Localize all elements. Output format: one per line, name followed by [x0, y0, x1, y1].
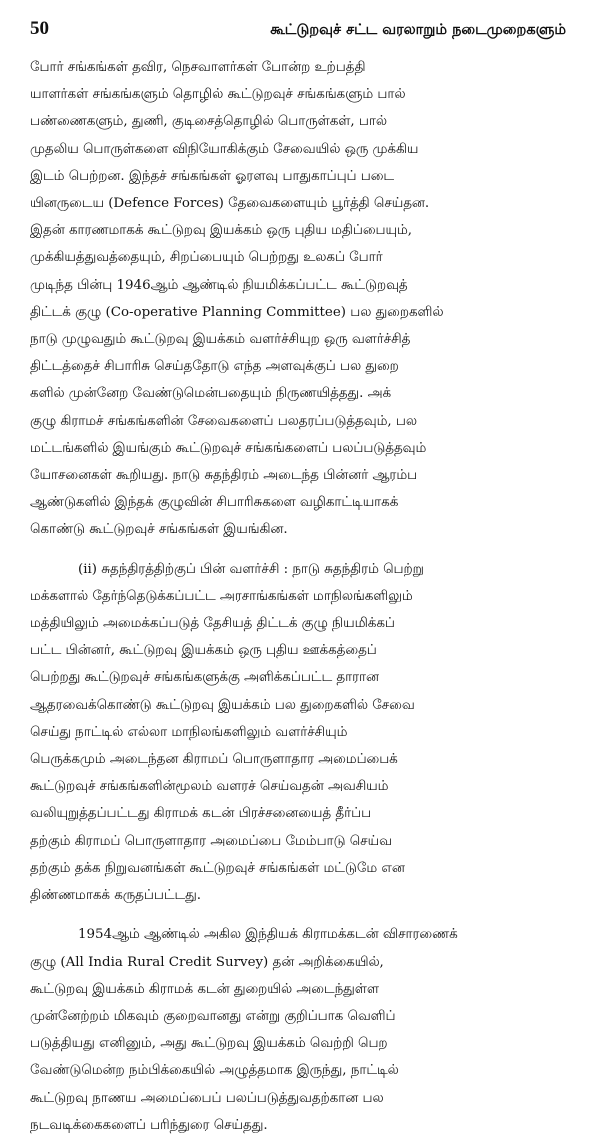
paragraph-gap [30, 544, 566, 556]
text-line: களில் முன்னேற வேண்டுமென்பதையும் நிருணயித்தது. அக் [30, 386, 392, 402]
running-title: கூட்டுறவுச் சட்ட வரலாறும் நடைமுறைகளும் [270, 21, 566, 38]
text-line: ஆதரவைக்கொண்டு கூட்டுறவு இயக்கம் பல துறைகளில் சேவை [30, 697, 415, 713]
text-line: பெருக்கமும் அடைந்தன கிராமப் பொருளாதார அமைப்பைக் [30, 752, 398, 768]
text-line: திட்டக் குழு (Co-operative Planning Committee) பல துறைகளில் [30, 304, 444, 320]
text-line: திட்டத்தைச் சிபாரிசு செய்ததோடு எந்த அளவுக்குப் பல துறை [30, 359, 399, 375]
text-line: நடவடிக்கைகளைப் பரிந்துரை செய்தது. [30, 1117, 268, 1133]
text-line: வலியுறுத்தப்பட்டது கிராமக் கடன் பிரச்சனையைத் தீர்ப்ப [30, 806, 372, 822]
text-line: ஆண்டுகளில் இந்தக் குழுவின் சிபாரிசுகளை வழிகாட்டியாகக் [30, 495, 399, 511]
text-line: மத்தியிலும் அமைக்கப்படுத் தேசியத் திட்டக் குழு நியமிக்கப் [30, 616, 395, 632]
text-line: முடிந்த பின்பு 1946ஆம் ஆண்டில் நியமிக்கப்பட்ட கூட்டுறவுத் [30, 277, 408, 293]
text-line: கூட்டுறவு இயக்கம் கிராமக் கடன் துறையில் அடைந்துள்ள [30, 981, 379, 997]
text-line: போர் சங்கங்கள் தவிர, நெசவாளர்கள் போன்ற உற்பத்தி [30, 60, 366, 75]
text-line: கொண்டு கூட்டுறவுச் சங்கங்கள் இயங்கின. [30, 522, 288, 538]
text-line: 1954ஆம் ஆண்டில் அகில இந்தியக் கிராமக்கடன் விசாரணைக் [78, 927, 458, 943]
text-line: பண்ணைகளும், துணி, குடிசைத்தொழில் பொருள்கள், பால் [30, 114, 387, 130]
page-header [30, 18, 566, 54]
text-line: குழு கிராமச் சங்கங்களின் சேவைகளைப் பலதரப்படுத்தவும், பல [30, 413, 417, 429]
text-line: முன்னேற்றம் மிகவும் குறைவானது என்று குறிப்பாக வெளிப் [30, 1008, 396, 1024]
text-line: (ii) சுதந்திரத்திற்குப் பின் வளர்ச்சி : நாடு சுதந்திரம் பெற்று [78, 561, 424, 577]
text-line: இடம் பெற்றன. இந்தச் சங்கங்கள் ஓரளவு பாதுகாப்புப் படை [30, 168, 395, 184]
text-line: தற்கும் தக்க நிறுவனங்கள் கூட்டுறவுச் சங்கங்கள் மட்டுமே என [30, 860, 405, 876]
text-line: வேண்டுமென்ற நம்பிக்கையில் அழுத்தமாக இருந்து, நாட்டில் [30, 1063, 399, 1079]
text-line: நாடு முழுவதும் கூட்டுறவு இயக்கம் வளர்ச்சியுற ஒரு வளர்ச்சித் [30, 332, 411, 348]
text-line: தற்கும் கிராமப் பொருளாதார அமைப்பை மேம்பாடு செய்வ [30, 833, 392, 849]
text-line: குழு (All India Rural Credit Survey) தன் அறிக்கையில், [30, 954, 384, 970]
text-line: பட்ட பின்னர், கூட்டுறவு இயக்கம் ஒரு புதிய ஊக்கத்தைப் [30, 643, 377, 659]
text-line: முதலிய பொருள்களை விநியோகிக்கும் சேவையில் ஒரு முக்கிய [30, 141, 419, 157]
paragraph-rural-credit-survey [30, 921, 566, 1139]
page-number: 50 [30, 18, 49, 39]
text-line: கூட்டுறவு நாணய அமைப்பைப் பலப்படுத்துவதற்கான பல [30, 1090, 384, 1106]
text-line: திண்ணமாகக் கருதப்பட்டது. [30, 888, 202, 904]
text-line: மட்டங்களில் இயங்கும் கூட்டுறவுச் சங்கங்களைப் பலப்படுத்தவும் [30, 440, 427, 456]
text-line: யாளர்கள் சங்கங்களும் தொழில் கூட்டுறவுச் சங்கங்களும் பால் [30, 87, 406, 103]
text-line: யோசனைகள் கூறியது. நாடு சுதந்திரம் அடைந்த பின்னர் ஆரம்ப [30, 468, 418, 484]
text-line: பெற்றது கூட்டுறவுச் சங்கங்களுக்கு அளிக்கப்பட்ட தாரான [30, 670, 379, 686]
paragraph-post-independence [30, 556, 566, 910]
text-line: மக்களால் தேர்ந்தெடுக்கப்பட்ட அரசாங்கங்கள் மாநிலங்களிலும் [30, 588, 413, 604]
text-line: யினருடைய (Defence Forces) தேவைகளையும் பூர்த்தி செய்தன. [30, 196, 430, 212]
text-line: கூட்டுறவுச் சங்கங்களின்மூலம் வளரச் செய்வதன் அவசியம் [30, 779, 389, 795]
text-line: முக்கியத்துவத்தையும், சிறப்பையும் பெற்றது உலகப் போர் [30, 250, 383, 266]
paragraph-wartime-societies [30, 54, 566, 544]
text-line: படுத்தியது எனினும், அது கூட்டுறவு இயக்கம் வெற்றி பெற [30, 1036, 388, 1052]
text-line: இதன் காரணமாகக் கூட்டுறவு இயக்கம் ஒரு புதிய மதிப்பையும், [30, 223, 412, 239]
paragraph-gap [30, 909, 566, 921]
text-line: செய்து நாட்டில் எல்லா மாநிலங்களிலும் வளர்ச்சியும் [30, 724, 348, 740]
